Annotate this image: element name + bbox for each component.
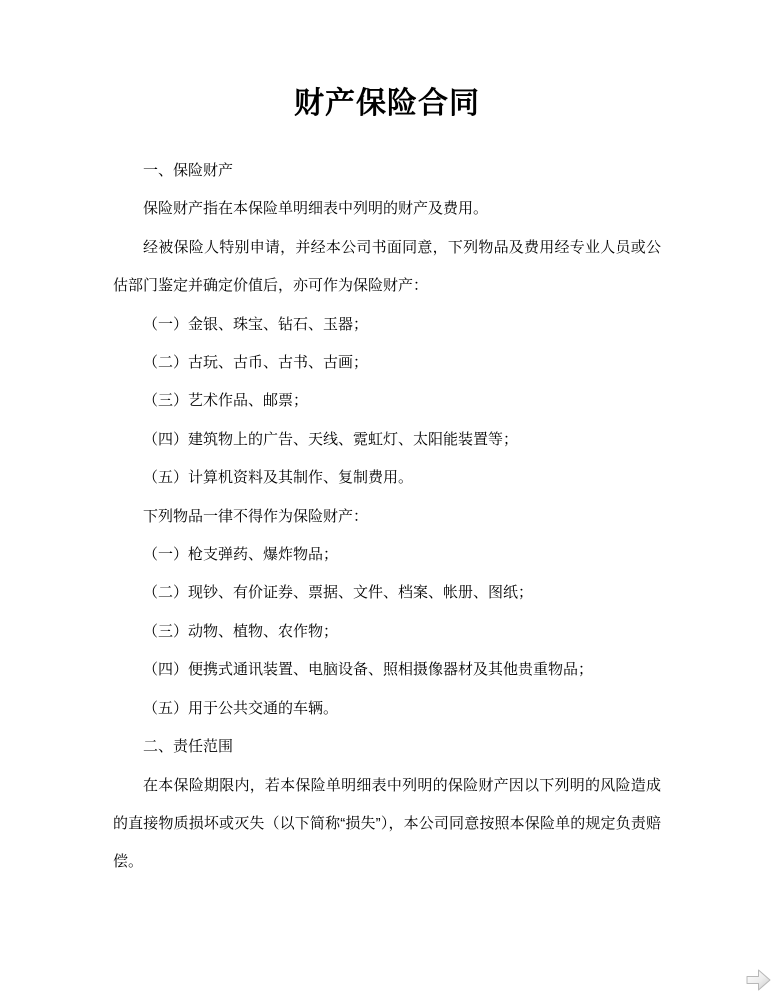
item-excluded-3: （三）动物、植物、农作物；	[143, 622, 339, 640]
document-body	[113, 152, 661, 882]
clause-special-application: 经被保险人特别申请，并经本公司书面同意，下列物品及费用经专业人员或公估部门鉴定并确定价值后，亦可作为保险财产：	[113, 238, 661, 295]
item-excluded-2: （二）现钞、有价证券、票据、文件、档案、帐册、图纸；	[143, 584, 534, 602]
heading-liability-scope: 二、责任范围	[143, 738, 234, 756]
item-allowed-5: （五）计算机资料及其制作、复制费用。	[143, 469, 414, 487]
clause-excluded-intro: 下列物品一律不得作为保险财产：	[143, 507, 369, 525]
item-allowed-4: （四）建筑物上的广告、天线、霓虹灯、太阳能装置等；	[143, 430, 519, 448]
clause-liability: 在本保险期限内，若本保险单明细表中列明的保险财产因以下列明的风险造成的直接物质损坏或灭失（以下简称“损失”），本公司同意按照本保险单的规定负责赔偿。	[113, 776, 661, 871]
item-allowed-1: （一）金银、珠宝、钻石、玉器；	[143, 315, 369, 333]
item-allowed-2: （二）古玩、古币、古书、古画；	[143, 354, 369, 372]
item-excluded-4: （四）便携式通讯装置、电脑设备、照相摄像器材及其他贵重物品；	[143, 661, 594, 679]
heading-insured-property: 一、保险财产	[143, 162, 234, 179]
next-page-arrow-icon[interactable]	[744, 966, 772, 994]
item-excluded-5: （五）用于公共交通的车辆。	[143, 699, 339, 717]
item-excluded-1: （一）枪支弹药、爆炸物品；	[143, 546, 339, 564]
item-allowed-3: （三）艺术作品、邮票；	[143, 392, 309, 410]
clause-insured-property-definition: 保险财产指在本保险单明细表中列明的财产及费用。	[143, 200, 489, 218]
document-title: 财产保险合同	[294, 87, 480, 120]
